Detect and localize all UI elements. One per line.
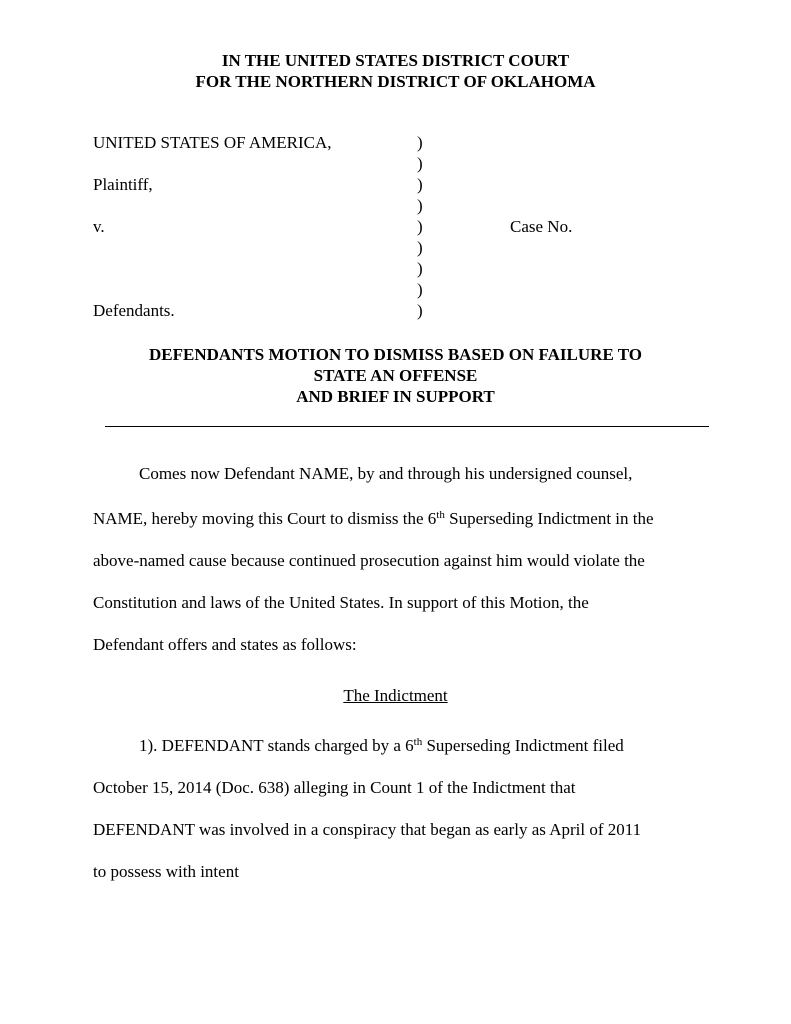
motion-title-line1: DEFENDANTS MOTION TO DISMISS BASED ON FAILURE TO — [149, 345, 642, 364]
title-divider — [105, 426, 709, 427]
court-name-line2: FOR THE NORTHERN DISTRICT OF OKLAHOMA — [195, 72, 596, 91]
defendants-label: Defendants. — [93, 301, 175, 320]
intro-line: Defendant offers and states as follows: — [93, 635, 357, 654]
caption-paren: ) — [417, 154, 423, 173]
paragraph-text: Superseding Indictment filed — [422, 736, 624, 755]
caption-paren: ) — [417, 280, 423, 299]
versus-label: v. — [93, 217, 105, 236]
plaintiff-label: Plaintiff, — [93, 175, 153, 194]
paragraph-text: 1). DEFENDANT stands charged by a 6 — [139, 736, 414, 755]
motion-title-line2: STATE AN OFFENSE — [313, 366, 478, 385]
motion-title-line3: AND BRIEF IN SUPPORT — [296, 387, 495, 406]
caption-paren: ) — [417, 196, 423, 215]
plaintiff-name: UNITED STATES OF AMERICA, — [93, 133, 332, 152]
caption-paren: ) — [417, 238, 423, 257]
case-number-label: Case No. — [510, 217, 573, 236]
paragraph-line — [139, 735, 624, 757]
paragraph-line: October 15, 2014 (Doc. 638) alleging in Count 1 of the Indictment that — [93, 778, 576, 797]
court-name-line1: IN THE UNITED STATES DISTRICT COURT — [221, 51, 570, 70]
caption-paren: ) — [417, 259, 423, 278]
section-heading: The Indictment — [343, 686, 448, 705]
paragraph-line: to possess with intent — [93, 862, 239, 881]
caption-paren: ) — [417, 217, 423, 236]
caption-paren: ) — [417, 301, 423, 320]
intro-text: Superseding Indictment in the — [444, 509, 654, 528]
caption-paren: ) — [417, 175, 423, 194]
intro-line: Constitution and laws of the United States. In support of this Motion, the — [93, 593, 589, 612]
caption-paren: ) — [417, 133, 423, 152]
ordinal-suffix: th — [413, 736, 423, 748]
intro-line — [93, 508, 654, 530]
ordinal-suffix: th — [436, 509, 445, 521]
paragraph-line: DEFENDANT was involved in a conspiracy that began as early as April of 2011 — [93, 820, 642, 839]
intro-line: above-named cause because continued prosecution against him would violate the — [93, 551, 645, 570]
intro-text: NAME, hereby moving this Court to dismiss the 6 — [93, 509, 437, 528]
intro-line: Comes now Defendant NAME, by and through his undersigned counsel, — [139, 464, 633, 483]
